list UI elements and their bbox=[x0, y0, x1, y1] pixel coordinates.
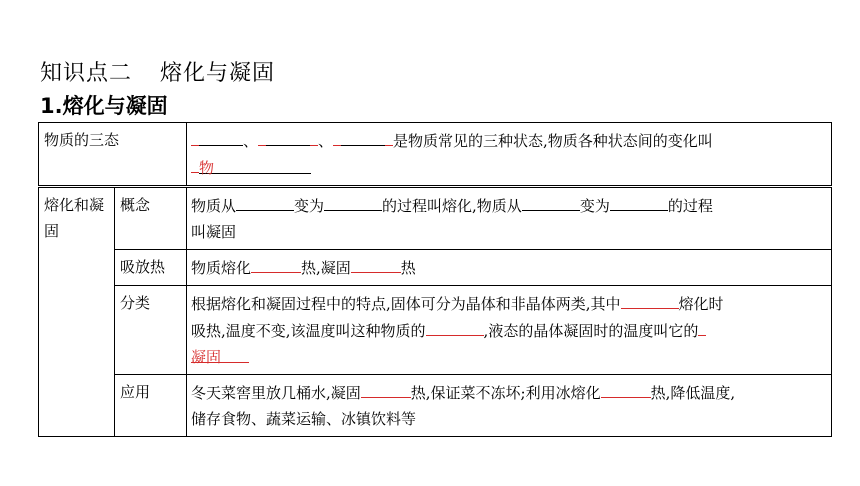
row-label-concept: 概念 bbox=[115, 187, 187, 250]
row-label-application: 应用 bbox=[115, 375, 187, 437]
section-heading bbox=[40, 56, 275, 87]
group-label: 熔化和凝固 bbox=[39, 187, 115, 437]
blank-field bbox=[621, 290, 679, 309]
blank-field bbox=[610, 192, 668, 211]
blank-field bbox=[324, 192, 382, 211]
row-label-classify: 分类 bbox=[115, 286, 187, 375]
blank-field bbox=[601, 379, 651, 398]
table-row-application bbox=[39, 375, 832, 437]
blank-field bbox=[426, 317, 484, 336]
table-row-states bbox=[39, 123, 832, 187]
answer-text: 凝固 bbox=[191, 348, 222, 366]
table-row-heat bbox=[39, 250, 832, 286]
blank-field bbox=[341, 127, 385, 146]
row-content-heat: 物质熔化 热,凝固 热 bbox=[187, 250, 832, 286]
section-title: 熔化与凝固 bbox=[160, 61, 276, 86]
row-content-concept: 物质从 变为 的过程叫熔化,物质从 变为 的过程 叫凝固 bbox=[187, 187, 832, 250]
blank-field bbox=[191, 344, 249, 366]
table-row-classify bbox=[39, 286, 832, 375]
blank-field bbox=[236, 192, 294, 211]
blank-field bbox=[266, 127, 310, 146]
table-row-concept bbox=[39, 187, 832, 250]
row-label-states: 物质的三态 bbox=[39, 123, 187, 187]
blank-field bbox=[522, 192, 580, 211]
section-number: 知识点二 bbox=[40, 61, 133, 86]
row-content-states: 、 、 是物质常见的三种状态,物质各种状态间的变化叫 物 bbox=[187, 123, 832, 187]
blank-field bbox=[361, 379, 411, 398]
knowledge-table bbox=[38, 122, 832, 437]
row-label-heat: 吸放热 bbox=[115, 250, 187, 286]
row-content-classify: 根据熔化和凝固过程中的特点,固体可分为晶体和非晶体两类,其中 熔化时 吸热,温度不变,该温度叫这种物质的 ,液态的晶体凝固时的温度叫它的 凝固 bbox=[187, 286, 832, 375]
blank-field bbox=[199, 127, 243, 146]
blank-field bbox=[251, 254, 301, 273]
blank-field bbox=[199, 155, 311, 177]
subsection-heading: 1.熔化与凝固 bbox=[40, 94, 168, 118]
blank-field bbox=[351, 254, 401, 273]
row-content-application: 冬天菜窖里放几桶水,凝固 热,保证菜不冻坏;利用冰熔化 热,降低温度, 储存食物、蔬菜运输、冰镇饮料等 bbox=[187, 375, 832, 437]
answer-text: 物 bbox=[199, 159, 215, 177]
